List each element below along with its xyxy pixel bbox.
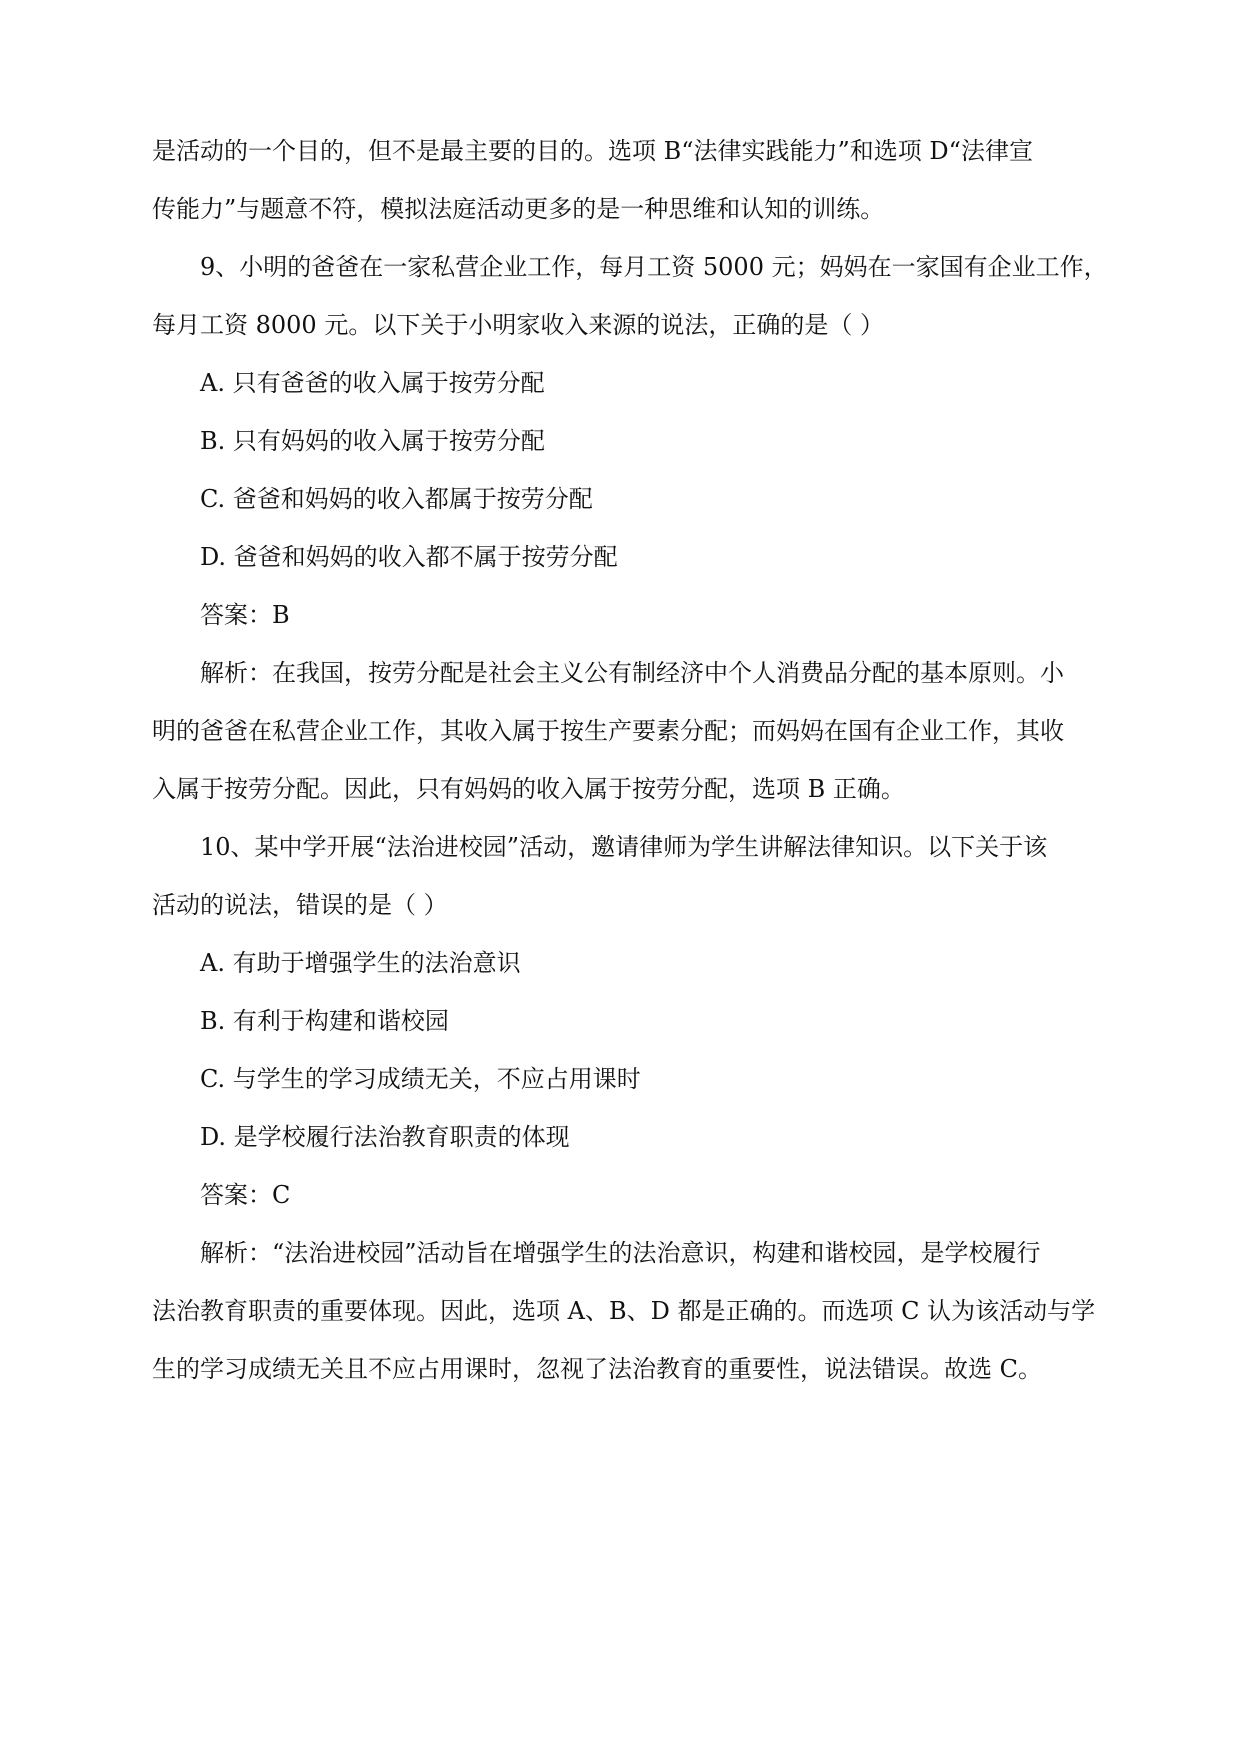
question-10-option-c: C. 与学生的学习成绩无关，不应占用课时 <box>200 1065 641 1093</box>
question-10-stem-cont: 活动的说法，错误的是（ ） <box>152 891 448 919</box>
question-9-option-b: B. 只有妈妈的收入属于按劳分配 <box>200 427 545 455</box>
question-9-analysis: 解析：在我国，按劳分配是社会主义公有制经济中个人消费品分配的基本原则。小 <box>200 659 1064 687</box>
question-9-option-c: C. 爸爸和妈妈的收入都属于按劳分配 <box>200 485 593 513</box>
question-10-option-d: D. 是学校履行法治教育职责的体现 <box>200 1123 570 1151</box>
question-9-stem-cont: 每月工资 8000 元。以下关于小明家收入来源的说法，正确的是（ ） <box>152 311 884 339</box>
question-10-option-a: A. 有助于增强学生的法治意识 <box>200 949 521 977</box>
question-10-stem: 10、某中学开展“法治进校园”活动，邀请律师为学生讲解法律知识。以下关于该 <box>200 833 1048 861</box>
question-10-answer: 答案：C <box>200 1181 291 1209</box>
question-9-analysis-cont: 明的爸爸在私营企业工作，其收入属于按生产要素分配；而妈妈在国有企业工作，其收 <box>152 717 1064 745</box>
question-9-option-a: A. 只有爸爸的收入属于按劳分配 <box>200 369 545 397</box>
question-9-analysis-cont: 入属于按劳分配。因此，只有妈妈的收入属于按劳分配，选项 B 正确。 <box>152 775 905 803</box>
question-10-option-b: B. 有利于构建和谐校园 <box>200 1007 449 1035</box>
text-line: 是活动的一个目的，但不是最主要的目的。选项 B“法律实践能力”和选项 D“法律宣 <box>152 137 1033 165</box>
question-9-option-d: D. 爸爸和妈妈的收入都不属于按劳分配 <box>200 543 618 571</box>
question-10-analysis: 解析：“法治进校园”活动旨在增强学生的法治意识，构建和谐校园，是学校履行 <box>200 1239 1041 1267</box>
question-9-stem: 9、小明的爸爸在一家私营企业工作，每月工资 5000 元；妈妈在一家国有企业工作， <box>200 253 1108 281</box>
text-line: 传能力”与题意不符，模拟法庭活动更多的是一种思维和认知的训练。 <box>152 195 885 223</box>
question-10-analysis-cont: 法治教育职责的重要体现。因此，选项 A、B、D 都是正确的。而选项 C 认为该活动与学 <box>152 1297 1096 1325</box>
question-10-analysis-cont: 生的学习成绩无关且不应占用课时，忽视了法治教育的重要性，说法错误。故选 C。 <box>152 1355 1042 1383</box>
question-9-answer: 答案：B <box>200 601 290 629</box>
